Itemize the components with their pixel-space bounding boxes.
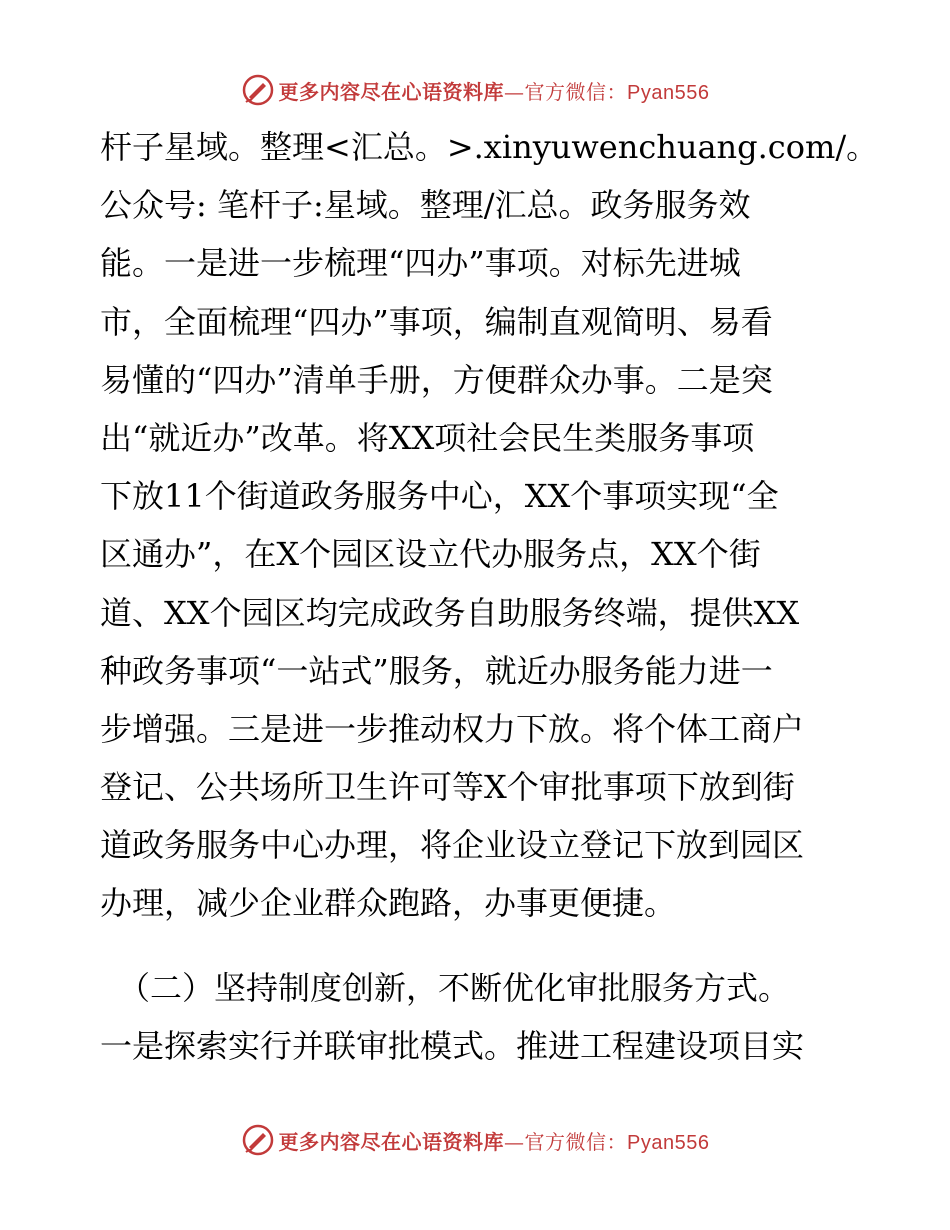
body-line: 道、XX个园区均完成政务自助服务终端，提供XX xyxy=(100,593,800,632)
pen-circle-icon xyxy=(241,1123,275,1157)
banner-subtitle: 官方微信： xyxy=(524,79,628,104)
banner-title: 更多内容尽在心语资料库 xyxy=(278,79,505,104)
body-line: 市，全面梳理“四办”事项，编制直观简明、易看 xyxy=(100,302,773,341)
footer-banner xyxy=(0,1120,950,1160)
pen-circle-icon xyxy=(241,73,275,107)
banner-subtitle: 官方微信： xyxy=(524,1129,628,1154)
section-heading: （二）坚持制度创新，不断优化审批服务方式。 xyxy=(118,968,791,1007)
body-line: 公众号: 笔杆子:星域。整理/汇总。政务服务效 xyxy=(100,186,751,225)
banner-wechat-id: Pyan556 xyxy=(627,81,710,104)
header-banner xyxy=(0,70,950,110)
body-line: 下放11个街道政务服务中心，XX个事项实现“全 xyxy=(100,477,779,516)
body-line: 出“就近办”改革。将XX项社会民生类服务事项 xyxy=(100,418,755,457)
body-line: 区通办”，在X个园区设立代办服务点，XX个街 xyxy=(100,535,761,574)
body-line: 道政务服务中心办理，将企业设立登记下放到园区 xyxy=(100,826,805,865)
body-line: 杆子星域。整理<汇总。>.xinyuwenchuang.com/。 xyxy=(100,128,879,166)
body-line: 办理，减少企业群众跑路，办事更便捷。 xyxy=(100,884,677,923)
body-line: 步增强。三是进一步推动权力下放。将个体工商户 xyxy=(100,709,805,748)
banner-wechat-id: Pyan556 xyxy=(627,1131,710,1154)
banner-title: 更多内容尽在心语资料库 xyxy=(278,1129,505,1154)
document-body xyxy=(100,118,879,1075)
body-line: 易懂的“四办”清单手册，方便群众办事。二是突 xyxy=(100,360,773,399)
body-line: 能。一是进一步梳理“四办”事项。对标先进城 xyxy=(100,244,741,283)
banner-dash: — xyxy=(504,1129,525,1154)
banner-dash: — xyxy=(504,79,525,104)
body-line: 一是探索实行并联审批模式。推进工程建设项目实 xyxy=(100,1026,805,1065)
body-line: 种政务事项“一站式”服务，就近办服务能力进一 xyxy=(100,651,773,690)
body-line: 登记、公共场所卫生许可等X个审批事项下放到街 xyxy=(100,768,795,807)
